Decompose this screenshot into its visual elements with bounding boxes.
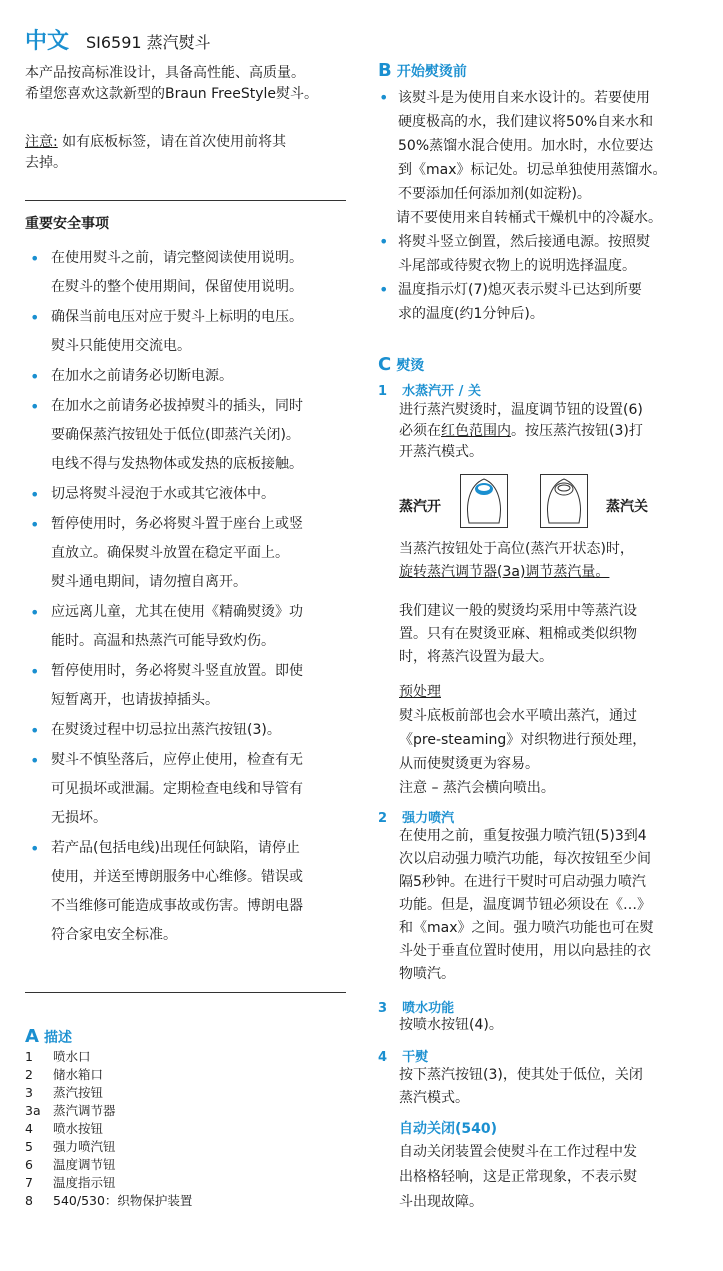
safety-item xyxy=(25,598,350,656)
text-line: 不要添加任何添加剂(如淀粉)。 xyxy=(398,186,591,202)
safety-list xyxy=(25,244,350,951)
subsection-title: 强力喷汽 xyxy=(402,811,455,826)
bullet-icon: • xyxy=(30,397,40,416)
text-line: 功能。但是，温度调节钮必须设在《…》 xyxy=(399,897,651,913)
steam-on-icon xyxy=(460,474,508,528)
note-body-2: 去掉。 xyxy=(25,155,67,171)
auto-off-text xyxy=(399,1140,709,1215)
note-label: 注意: xyxy=(25,134,58,150)
section-letter: A xyxy=(25,1026,39,1047)
section-title: 描述 xyxy=(44,1030,73,1046)
text-line: 直放立。确保熨斗放置在稳定平面上。 xyxy=(51,545,289,561)
description-item xyxy=(25,1102,192,1120)
divider xyxy=(25,992,346,993)
text-line: 电线不得与发热物体或发热的底板接触。 xyxy=(51,456,303,472)
section-b-item xyxy=(378,230,708,278)
text-line: 切忌将熨斗浸泡于水或其它液体中。 xyxy=(51,486,275,502)
divider xyxy=(25,200,346,201)
text-line: 在使用之前，重复按强力喷汽钮(5)3到4 xyxy=(399,828,647,844)
text-line: 按下蒸汽按钮(3)，使其处于低位，关闭 xyxy=(399,1067,643,1083)
description-item xyxy=(25,1120,192,1138)
language-heading: 中文 xyxy=(25,29,70,54)
bullet-icon: • xyxy=(30,839,40,858)
spray-text xyxy=(399,1014,709,1037)
section-b-list xyxy=(378,86,708,326)
text-line: 不当维修可能造成事故或伤害。博朗电器 xyxy=(51,898,303,914)
section-title: 开始熨烫前 xyxy=(396,64,467,80)
text-line: 熨斗只能使用交流电。 xyxy=(51,338,191,354)
item-number: 8 xyxy=(25,1193,33,1208)
bullet-icon: • xyxy=(30,751,40,770)
description-item xyxy=(25,1138,192,1156)
text-line: 短暂离开，也请拔掉插头。 xyxy=(51,692,219,708)
text-line: 在使用熨斗之前，请完整阅读使用说明。 xyxy=(51,250,303,266)
item-label: 蒸汽调节器 xyxy=(53,1103,116,1118)
text-line: 硬度极高的水，我们建议将50%自来水和 xyxy=(398,114,654,130)
text-line: 暂停使用时，务必将熨斗置于座台上或竖 xyxy=(51,516,303,532)
bullet-icon: • xyxy=(379,280,389,299)
extra-note: 请不要使用来自转桶式干燥机中的冷凝水。 xyxy=(396,210,662,226)
text-line: 开蒸汽模式。 xyxy=(399,444,483,460)
text-line: 斗出现故障。 xyxy=(399,1194,483,1210)
bullet-icon: • xyxy=(30,485,40,504)
text-line: 置。只有在熨烫亚麻、粗棉或类似织物 xyxy=(399,626,637,642)
text-line: 必须在红色范围内。按压蒸汽按钮(3)打 xyxy=(399,423,643,439)
intro-text xyxy=(25,63,355,105)
bullet-icon: • xyxy=(30,603,40,622)
steam-intro xyxy=(399,400,709,463)
model-title: SI6591 蒸汽熨斗 xyxy=(86,33,211,52)
text-line: 斗尾部或待熨衣物上的说明选择温度。 xyxy=(398,258,636,274)
item-number: 4 xyxy=(25,1121,33,1136)
pre-steaming xyxy=(399,680,709,800)
text-line: 我们建议一般的熨烫均采用中等蒸汽设 xyxy=(399,603,637,619)
safety-item xyxy=(25,510,350,597)
note-body: 如有底板标签，请在首次使用前将其 xyxy=(57,134,287,150)
safety-item xyxy=(25,834,350,950)
text-line: 求的温度(约1分钟后)。 xyxy=(398,306,544,322)
text-line: 无损坏。 xyxy=(51,810,107,826)
text-line: 能时。高温和热蒸汽可能导致灼伤。 xyxy=(51,633,275,649)
text-line: 出格格轻响，这是正常现象，不表示熨 xyxy=(399,1169,637,1185)
item-label: 温度调节钮 xyxy=(53,1157,116,1172)
steam-recommend xyxy=(399,600,709,669)
text-line: 注意 – 蒸汽会横向喷出。 xyxy=(399,780,555,796)
item-label: 储水箱口 xyxy=(53,1067,104,1082)
safety-item xyxy=(25,657,350,715)
pre-title: 预处理 xyxy=(399,684,441,700)
text-line: 温度指示灯(7)熄灭表示熨斗已达到所要 xyxy=(398,282,642,298)
text-line: 该熨斗是为使用自来水设计的。若要使用 xyxy=(398,90,650,106)
subsection-number: 4 xyxy=(378,1050,388,1065)
description-item xyxy=(25,1066,192,1084)
text-line: 物喷汽。 xyxy=(399,966,455,982)
text-line: 按喷水按钮(4)。 xyxy=(399,1017,503,1033)
description-item xyxy=(25,1156,192,1174)
item-number: 5 xyxy=(25,1139,33,1154)
bullet-icon: • xyxy=(30,367,40,386)
subsection-title: 喷水功能 xyxy=(402,1001,455,1016)
subsection-2-heading xyxy=(378,807,454,826)
text-line: 到《max》标记处。切忌单独使用蒸馏水。 xyxy=(398,162,667,178)
text-line: 进行蒸汽熨烫时，温度调节钮的设置(6) xyxy=(399,402,643,418)
text-line: 暂停使用时，务必将熨斗竖直放置。即使 xyxy=(51,663,303,679)
safety-title: 重要安全事项 xyxy=(25,216,109,232)
text-line: 蒸汽模式。 xyxy=(399,1090,469,1106)
safety-item xyxy=(25,716,350,745)
bullet-icon: • xyxy=(30,515,40,534)
bullet-icon: • xyxy=(379,88,389,107)
text-line: 斗处于垂直位置时使用，用以向悬挂的衣 xyxy=(399,943,651,959)
text-line: 隔5秒钟。在进行干熨时可启动强力喷汽 xyxy=(399,874,646,890)
text-line: 要确保蒸汽按钮处于低位(即蒸汽关闭)。 xyxy=(51,427,300,443)
text-line: 可见损坏或泄漏。定期检查电线和导管有 xyxy=(51,781,303,797)
text-line: 使用，并送至博朗服务中心维修。错误或 xyxy=(51,869,303,885)
section-a-heading xyxy=(25,1026,72,1047)
text-line: 熨斗不慎坠落后，应停止使用，检查有无 xyxy=(51,752,303,768)
text-line: 在加水之前请务必切断电源。 xyxy=(51,368,233,384)
bullet-icon: • xyxy=(379,232,389,251)
text-line: 50%蒸馏水混合使用。加水时，水位要达 xyxy=(398,138,654,154)
section-letter: B xyxy=(378,60,392,81)
item-label: 温度指示钮 xyxy=(53,1175,116,1190)
text-line: 熨斗通电期间，请勿擅自离开。 xyxy=(51,574,247,590)
text-line: 时，将蒸汽设置为最大。 xyxy=(399,649,553,665)
subsection-number: 3 xyxy=(378,1001,388,1016)
subsection-title: 水蒸汽开 / 关 xyxy=(402,384,481,399)
subsection-number: 1 xyxy=(378,384,388,399)
section-title: 熨烫 xyxy=(396,358,425,374)
text-line: 次以启动强力喷汽功能，每次按钮至少间 xyxy=(399,851,651,867)
item-label: 蒸汽按钮 xyxy=(53,1085,104,1100)
bullet-icon: • xyxy=(30,721,40,740)
item-label: 喷水按钮 xyxy=(53,1121,104,1136)
text-line: 将熨斗竖立倒置，然后接通电源。按照熨 xyxy=(398,234,650,250)
intro-line: 本产品按高标准设计，具备高性能、高质量。 xyxy=(25,65,305,81)
text-line: 从而使熨烫更为容易。 xyxy=(399,756,539,772)
text-line: 和《max》之间。强力喷汽功能也可在熨 xyxy=(399,920,654,936)
text-line: 在熨斗的整个使用期间，保留使用说明。 xyxy=(51,279,303,295)
steam-adjust xyxy=(399,538,709,584)
steam-off-icon xyxy=(540,474,588,528)
item-number: 3a xyxy=(25,1103,41,1118)
section-c-heading xyxy=(378,354,424,375)
item-number: 6 xyxy=(25,1157,33,1172)
text-line: 自动关闭装置会使熨斗在工作过程中发 xyxy=(399,1144,637,1160)
note-text xyxy=(25,132,355,174)
text-line: 应远离儿童，尤其在使用《精确熨烫》功 xyxy=(51,604,303,620)
item-label: 喷水口 xyxy=(53,1049,91,1064)
text-line: 当蒸汽按钮处于高位(蒸汽开状态)时， xyxy=(399,541,634,557)
steam-on-label: 蒸汽开 xyxy=(399,499,441,515)
subsection-number: 2 xyxy=(378,811,388,826)
item-number: 2 xyxy=(25,1067,33,1082)
dry-iron-text xyxy=(399,1064,709,1110)
description-item xyxy=(25,1084,192,1102)
subsection-1-heading xyxy=(378,380,481,399)
item-number: 3 xyxy=(25,1085,33,1100)
safety-item xyxy=(25,480,350,509)
auto-off-title: 自动关闭(540) xyxy=(399,1121,498,1137)
subsection-4-heading xyxy=(378,1046,428,1065)
safety-item xyxy=(25,362,350,391)
section-b-item xyxy=(378,86,708,206)
text-line: 熨斗底板前部也会水平喷出蒸汽，通过 xyxy=(399,708,637,724)
steam-off-label: 蒸汽关 xyxy=(606,499,648,515)
description-list xyxy=(25,1048,192,1210)
text-line: 《pre-steaming》对织物进行预处理， xyxy=(399,732,647,748)
description-item xyxy=(25,1174,192,1192)
section-b-item xyxy=(378,278,708,326)
safety-item xyxy=(25,746,350,833)
text-line: 若产品(包括电线)出现任何缺陷，请停止 xyxy=(51,840,300,856)
safety-item xyxy=(25,244,350,302)
safety-item xyxy=(25,303,350,361)
section-letter: C xyxy=(378,354,392,375)
text-line: 在熨烫过程中切忌拉出蒸汽按钮(3)。 xyxy=(51,722,281,738)
bullet-icon: • xyxy=(30,308,40,327)
safety-item xyxy=(25,392,350,479)
power-shot-text xyxy=(399,825,709,986)
description-item xyxy=(25,1192,192,1210)
bullet-icon: • xyxy=(30,249,40,268)
item-label: 540/530：织物保护装置 xyxy=(53,1193,193,1208)
text-line: 符合家电安全标准。 xyxy=(51,927,177,943)
intro-line: 希望您喜欢这款新型的Braun FreeStyle熨斗。 xyxy=(25,86,319,102)
subsection-title: 干熨 xyxy=(402,1050,429,1065)
bullet-icon: • xyxy=(30,662,40,681)
item-number: 7 xyxy=(25,1175,33,1190)
text-line: 旋转蒸汽调节器(3a)调节蒸汽量。 xyxy=(399,564,610,580)
item-number: 1 xyxy=(25,1049,33,1064)
item-label: 强力喷汽钮 xyxy=(53,1139,116,1154)
section-b-heading xyxy=(378,60,467,81)
description-item xyxy=(25,1048,192,1066)
text-line: 确保当前电压对应于熨斗上标明的电压。 xyxy=(51,309,303,325)
text-line: 在加水之前请务必拔掉熨斗的插头，同时 xyxy=(51,398,303,414)
